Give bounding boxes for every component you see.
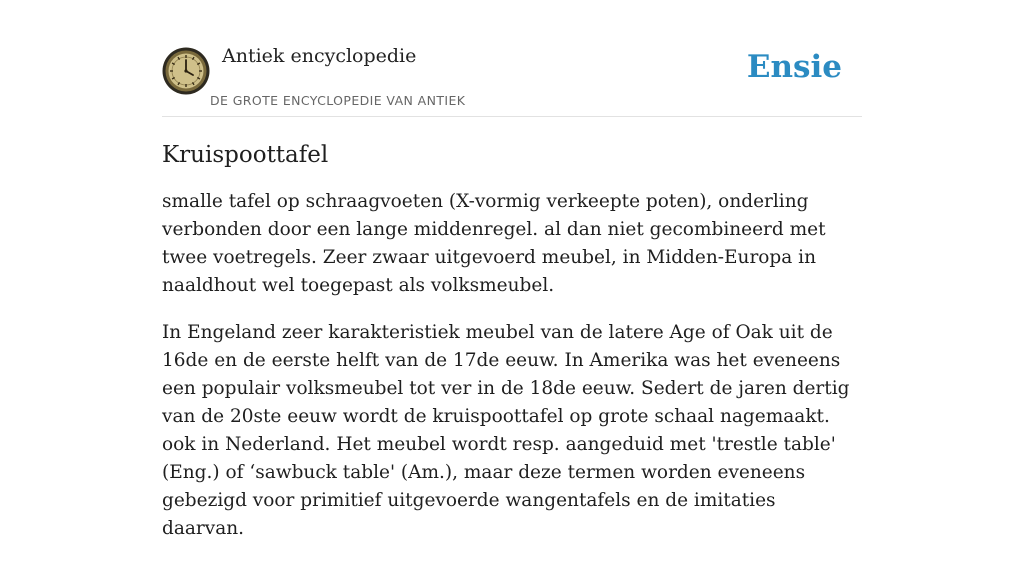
article-content [162,138,862,562]
site-title[interactable]: Antiek encyclopedie [222,45,417,67]
article-title: Kruispoottafel [162,142,329,168]
article-paragraph: smalle tafel op schraagvoeten (X-vormig verkeepte poten), onderling verbonden door een lange middenregel. al dan niet gecombineerd met twee voetregels. Zeer zwaar uitgevoerd meubel, in Midden-Europa in naaldhout wel toegepast als volksmeubel. [162,191,826,296]
ensie-brand-link[interactable]: Ensie [746,49,842,85]
site-header [162,0,862,117]
antique-clock-icon[interactable] [162,47,210,95]
article-paragraph: In Engeland zeer karakteristiek meubel van de latere Age of Oak uit de 16de en de eerste helft van de 17de eeuw. In Amerika was het eveneens een populair volksmeubel tot ver in de 18de eeuw. Sedert de jaren dertig van de 20ste eeuw wordt de kruispoottafel op grote schaal nagemaakt. ook in Nederland. Het meubel wordt resp. aangeduid met 'trestle table' (Eng.) of ‘sawbuck table' (Am.), maar deze termen worden eveneens gebezigd voor primitief uitgevoerde wangentafels en de imitaties daarvan. [162,322,850,539]
site-subtitle: DE GROTE ENCYCLOPEDIE VAN ANTIEK [210,93,466,108]
